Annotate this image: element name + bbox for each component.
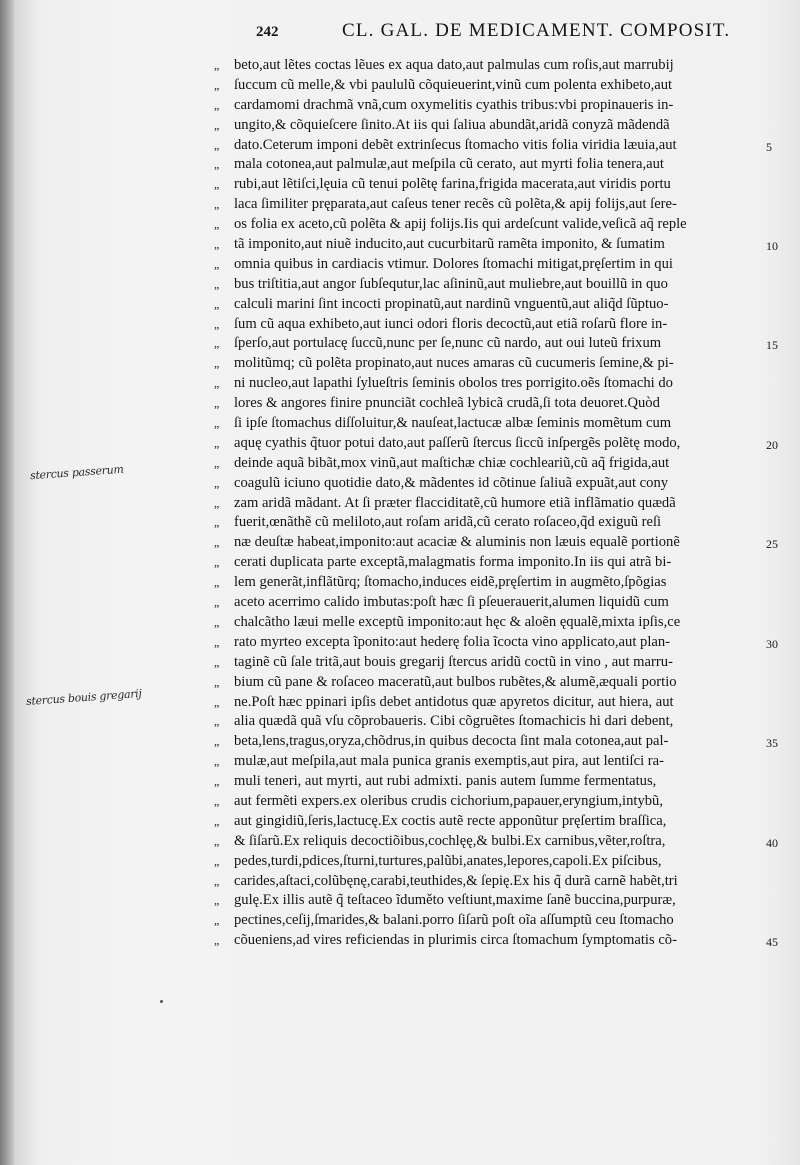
text-line — [214, 195, 766, 215]
line-number: 35 — [766, 736, 778, 751]
line-text: næ deuſtæ habeat,imponito:aut acaciæ & aluminis non læuis equalẽ portionẽ — [234, 534, 680, 551]
body-text — [214, 56, 778, 951]
quote-mark: „ — [214, 674, 220, 689]
text-line — [214, 732, 778, 752]
line-text: alia quædã quã vſu cõprobaueris. Cibi cõgruẽtes ſtomachicis hi dari debent, — [234, 713, 674, 730]
quote-mark: „ — [214, 515, 220, 530]
quote-mark: „ — [214, 77, 220, 92]
line-text: ſi ipſe ſtomachus diſſoluitur,& nauſeat,lactucæ albæ ſeminis momẽtum cum — [234, 415, 672, 432]
line-text: os folia ex aceto,cũ polẽta & apij folijs.Iis qui ardeſcunt valide,veſicã aq̃ reple — [234, 216, 687, 233]
line-text: coagulũ iciuno quotidie dato,& mãdentes id cõtinue ſaliuã expuãt,aut cony — [234, 474, 669, 491]
quote-mark: „ — [214, 137, 220, 152]
line-text: beta,lens,tragus,oryza,chõdrus,in quibus decocta ſint mala cotonea,aut pal- — [234, 733, 669, 750]
quote-mark: „ — [214, 276, 220, 291]
quote-mark: „ — [214, 455, 220, 470]
quote-mark: „ — [214, 595, 220, 610]
text-line — [214, 931, 778, 951]
line-text: cõueniens,ad vires reficiendas in plurimis circa ſtomachum ſymptomatis cõ- — [234, 932, 677, 949]
line-number: 40 — [766, 835, 778, 850]
line-text: bus triſtitia,aut angor ſubſequtur,lac aſininũ,aut muliebre,aut bouillũ in quo — [234, 275, 668, 292]
line-number: 25 — [766, 537, 778, 552]
text-line — [214, 872, 766, 892]
quote-mark: „ — [214, 853, 220, 868]
quote-mark: „ — [214, 634, 220, 649]
line-text: aut gingidiũ,ſeris,lactucę.Ex coctis autẽ recte apponũtur pręſertim braſſica, — [234, 812, 667, 829]
line-text: ungito,& cõquieſcere ſinito.At iis qui ſaliua abundãt,aridã conyzã mãdendã — [234, 116, 670, 133]
line-text: tã imponito,aut niuẽ inducito,aut cucurbitarũ ramẽta imponito, & ſumatim — [234, 236, 665, 253]
text-line — [214, 852, 766, 872]
text-line — [214, 712, 766, 732]
text-line — [214, 513, 766, 533]
running-head — [250, 20, 790, 50]
line-text: beto,aut lẽtes coctas lẽues ex aqua dato,aut palmulas cum roſis,aut marrubij — [234, 57, 674, 73]
line-text: omnia quibus in cardiacis vtimur. Dolores ſtomachi mitigat,pręſertim in qui — [234, 255, 673, 272]
text-line — [214, 573, 766, 593]
line-text: dato.Ceterum imponi debẽt extrinſecus ſtomacho vitis folia viridia læuia,aut — [234, 136, 677, 153]
quote-mark: „ — [214, 376, 220, 391]
page-number: 242 — [256, 24, 279, 40]
quote-mark: „ — [214, 475, 220, 490]
text-line — [214, 414, 766, 434]
line-text: mala cotonea,aut palmulæ,aut meſpila cũ cerato, aut myrti folia tenera,aut — [234, 156, 664, 173]
line-text: laca ſimiliter pręparata,aut caſeus tener recẽs cũ polẽta,& apij folijs,aut ſere- — [234, 196, 677, 213]
line-text: ſuccum cũ melle,& vbi paululũ cõquieuerint,vinũ cum polenta exhibeto,aut — [234, 76, 673, 93]
quote-mark: „ — [214, 97, 220, 112]
quote-mark: „ — [214, 555, 220, 570]
line-text: fuerit,œnãthẽ cũ meliloto,aut roſam aridã,cũ cerato roſaceo,q̃d exiguũ reſi — [234, 514, 662, 531]
line-text: mulæ,aut meſpila,aut mala punica granis exemptis,aut pira, aut lentiſci ra- — [234, 753, 664, 770]
line-text: ſperſo,aut portulacę ſuccũ,nunc per ſe,nunc cũ nardo, aut oui luteũ frixum — [234, 335, 662, 352]
line-text: gulę.Ex illis autẽ q̃ teſtaceo ĩduměto veſtiunt,maxime ſanẽ buccina,purpuræ, — [234, 892, 676, 909]
page-title: CL. GAL. DE MEDICAMENT. COMPOSIT. — [342, 20, 731, 41]
quote-mark: „ — [214, 58, 220, 72]
quote-mark: „ — [214, 435, 220, 450]
text-line — [214, 633, 778, 653]
quote-mark: „ — [214, 774, 220, 789]
text-line — [214, 374, 766, 394]
line-text: aquę cyathis q̃tuor potui dato,aut paſſerũ ſtercus ſiccũ inſpergẽs polẽtę modo, — [234, 434, 681, 451]
quote-mark: „ — [214, 694, 220, 709]
text-line — [214, 275, 766, 295]
quote-mark: „ — [214, 117, 220, 132]
text-line — [214, 593, 766, 613]
line-text: chalcãtho læui melle exceptũ imponito:aut hęc & aloẽn ęqualẽ,mixta ipſis,ce — [234, 613, 681, 630]
line-number: 20 — [766, 437, 778, 452]
quote-mark: „ — [214, 813, 220, 828]
line-text: deinde aquã bibãt,mox vinũ,aut maſtichæ chiæ cochleariũ,cũ aq̃ frigida,aut — [234, 454, 670, 471]
text-line — [214, 155, 766, 175]
text-line — [214, 394, 766, 414]
line-text: lem generãt,inflãtũrq; ſtomacho,induces eidẽ,pręſertim in augmẽto,ſpõgias — [234, 574, 667, 591]
line-number: 5 — [766, 139, 772, 154]
line-text: carides,aſtaci,colũbęnę,carabi,teuthides,& ſepię.Ex his q̃ durã carnẽ habẽt,tri — [234, 872, 678, 889]
line-text: taginẽ cũ ſale tritã,aut bouis gregarij ſtercus aridũ coctũ in vino , aut marru- — [234, 653, 673, 670]
quote-mark: „ — [214, 793, 220, 808]
text-line — [214, 613, 766, 633]
quote-mark: „ — [214, 296, 220, 311]
text-line — [214, 891, 766, 911]
line-text: ne.Poſt hæc ppinari ipſis debet antidotus quæ apyretos dicitur, aut hiera, aut — [234, 693, 674, 710]
quote-mark: „ — [214, 256, 220, 271]
line-number: 30 — [766, 636, 778, 651]
line-text: pectines,ceſij,ſmarides,& balani.porro ſiſarũ poſt oĩa aſſumptũ ceu ſtomacho — [234, 912, 674, 929]
text-line — [214, 175, 766, 195]
line-text: lores & angores finire pnunciãt cochleã lybicã crudã,ſi tota deuoret.Quòd — [234, 395, 660, 412]
text-line — [214, 235, 778, 255]
line-text: calculi marini ſint incocti propinatũ,aut nardinũ vnguentũ,aut aliq̃d ſũptuo- — [234, 295, 669, 312]
text-line — [214, 653, 766, 673]
quote-mark: „ — [214, 893, 220, 908]
quote-mark: „ — [214, 416, 220, 431]
line-text: rubi,aut lẽtiſci,lęuia cũ tenui polẽtę farina,frigida macerata,aut viridis portu — [234, 176, 671, 193]
paper-speck — [160, 1000, 163, 1003]
text-line — [214, 792, 766, 812]
text-line — [214, 295, 766, 315]
text-line — [214, 354, 766, 374]
quote-mark: „ — [214, 714, 220, 729]
quote-mark: „ — [214, 614, 220, 629]
line-text: cardamomi drachmã vnã,cum oxymelitis cyathis tribus:vbi propinaueris in- — [234, 96, 674, 113]
text-line — [214, 434, 778, 454]
text-line — [214, 533, 778, 553]
quote-mark: „ — [214, 575, 220, 590]
text-line — [214, 255, 766, 275]
text-line — [214, 693, 766, 713]
line-number: 15 — [766, 338, 778, 353]
quote-mark: „ — [214, 316, 220, 331]
quote-mark: „ — [214, 654, 220, 669]
line-text: muli teneri, aut myrti, aut rubi admixti. panis autem ſumme fermentatus, — [234, 773, 657, 790]
line-text: aceto acerrimo calido imbutas:poſt hæc ſi pſeuerauerit,alumen liquidũ cum — [234, 594, 669, 611]
line-text: ni nucleo,aut lapathi ſylueſtris ſeminis obolos tres porrigito.oẽs ſtomachi do — [234, 375, 673, 392]
text-line — [214, 494, 766, 514]
quote-mark: „ — [214, 336, 220, 351]
quote-mark: „ — [214, 177, 220, 192]
quote-mark: „ — [214, 197, 220, 212]
text-line — [214, 812, 766, 832]
text-line — [214, 215, 766, 235]
quote-mark: „ — [214, 217, 220, 232]
line-text: molitũmq; cũ polẽta propinato,aut nuces amaras cũ cucumeris ſemine,& pi- — [234, 355, 674, 372]
text-line — [214, 772, 766, 792]
line-text: ſum cũ aqua exhibeto,aut iunci odori floris decoctũ,aut etiã roſarũ flore in- — [234, 315, 668, 332]
quote-mark: „ — [214, 237, 220, 252]
line-text: zam aridã mãdant. At ſi præter flacciditatẽ,cũ humore etiã inflãmatio quædã — [234, 494, 676, 511]
quote-mark: „ — [214, 833, 220, 848]
text-line — [214, 136, 772, 156]
text-line — [214, 832, 778, 852]
text-line — [214, 315, 766, 335]
text-line — [214, 752, 766, 772]
quote-mark: „ — [214, 396, 220, 411]
text-line — [214, 116, 766, 136]
quote-mark: „ — [214, 913, 220, 928]
quote-mark: „ — [214, 157, 220, 172]
line-text: rato myrteo excepta ĩponito:aut hederę folia ĩcocta vino applicato,aut plan- — [234, 633, 671, 650]
quote-mark: „ — [214, 873, 220, 888]
binding-gutter — [0, 0, 14, 1165]
quote-mark: „ — [214, 734, 220, 749]
line-text: pedes,turdi,pdices,ſturni,turtures,palũbi,anates,lepores,capoli.Ex piſcibus, — [234, 852, 662, 869]
line-number: 45 — [766, 935, 778, 950]
text-line — [214, 454, 766, 474]
line-number: 10 — [766, 239, 778, 254]
quote-mark: „ — [214, 495, 220, 510]
text-line — [214, 673, 766, 693]
text-line — [214, 474, 766, 494]
text-line — [214, 56, 766, 76]
margin-note-1: stercus passerum — [29, 462, 124, 483]
quote-mark: „ — [214, 356, 220, 371]
quote-mark: „ — [214, 754, 220, 769]
margin-note-2: stercus bouis gregarij — [25, 686, 142, 709]
line-text: & ſiſarũ.Ex reliquis decoctiõibus,cochlęę,& bulbi.Ex carnibus,vẽter,roſtra, — [234, 832, 666, 849]
line-text: cerati duplicata parte exceptã,malagmatis forma imponito.In iis qui atrã bi- — [234, 554, 672, 571]
quote-mark: „ — [214, 535, 220, 550]
text-line — [214, 911, 766, 931]
text-line — [214, 96, 766, 116]
text-line — [214, 553, 766, 573]
text-line — [214, 334, 778, 354]
line-text: aut fermẽti expers.ex oleribus crudis cichorium,papauer,eryngium,intybũ, — [234, 792, 663, 809]
text-line — [214, 76, 766, 96]
line-text: bium cũ pane & roſaceo maceratũ,aut bulbos rubẽtes,& alumẽ,æquali portio — [234, 673, 677, 690]
quote-mark: „ — [214, 933, 220, 948]
